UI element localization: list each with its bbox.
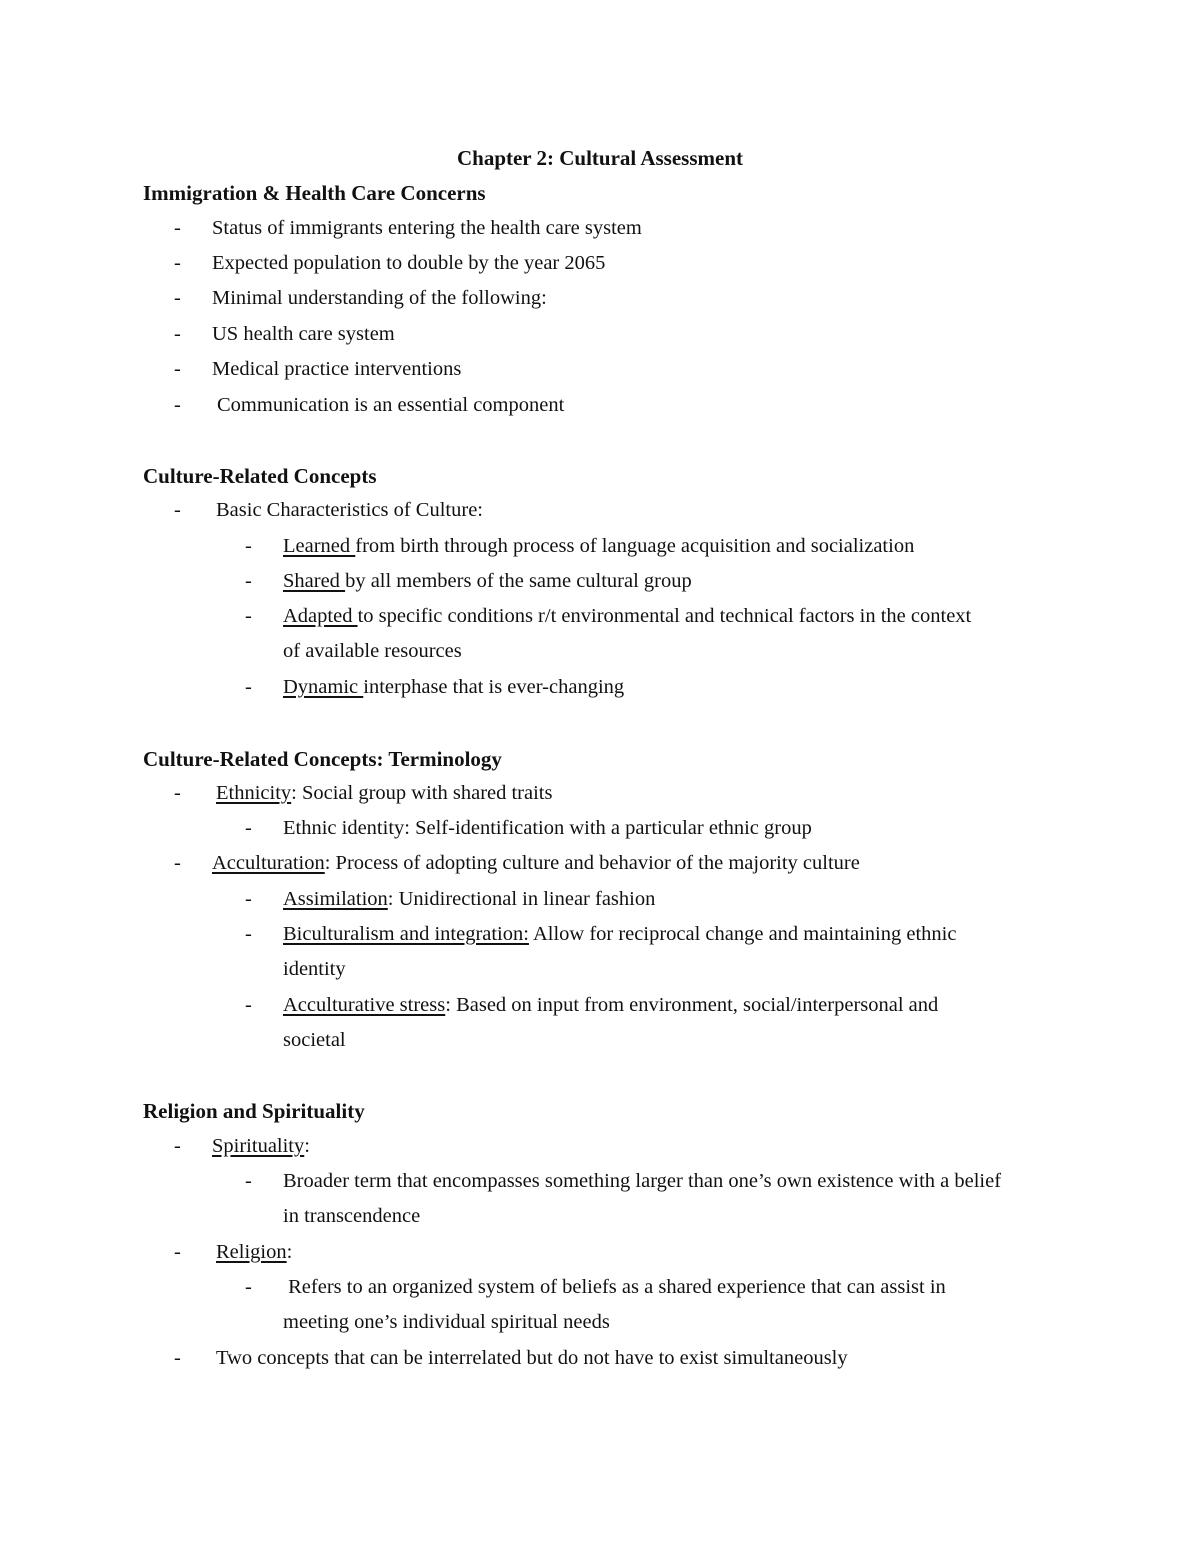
bullet-dash: - xyxy=(245,605,252,627)
definition-text: : xyxy=(304,1135,310,1157)
list-item-text xyxy=(216,776,552,811)
list-item-text: Expected population to double by the year 2065 xyxy=(212,252,606,274)
list-item-text xyxy=(283,599,971,634)
list-item-continuation: identity xyxy=(283,958,346,980)
bullet-dash: - xyxy=(174,1241,181,1263)
definition-text: : Unidirectional in linear fashion xyxy=(387,888,656,910)
section-heading-culture-concepts: Culture-Related Concepts xyxy=(143,464,377,488)
term-biculturalism: Biculturalism and integration: xyxy=(283,923,529,945)
bullet-dash: - xyxy=(245,570,252,592)
definition-text: : Social group with shared traits xyxy=(291,782,553,804)
section-heading-terminology: Culture-Related Concepts: Terminology xyxy=(143,747,502,771)
bullet-dash: - xyxy=(174,287,181,309)
bullet-dash: - xyxy=(174,1135,181,1157)
list-item-text xyxy=(212,1129,310,1164)
term-learned: Learned xyxy=(283,535,356,557)
list-item-text xyxy=(283,882,655,917)
list-item-text xyxy=(283,564,692,599)
term-acculturative-stress: Acculturative stress xyxy=(283,994,446,1016)
page-title: Chapter 2: Cultural Assessment xyxy=(456,146,744,170)
list-item-text: Minimal understanding of the following: xyxy=(212,287,547,309)
list-item-continuation: of available resources xyxy=(283,640,462,662)
bullet-dash: - xyxy=(174,217,181,239)
list-item-text: Basic Characteristics of Culture: xyxy=(216,499,483,521)
section-heading-immigration: Immigration & Health Care Concerns xyxy=(143,181,486,205)
bullet-dash: - xyxy=(245,676,252,698)
term-ethnicity: Ethnicity xyxy=(216,782,292,804)
bullet-dash: - xyxy=(245,994,252,1016)
list-item-text: Communication is an essential component xyxy=(217,394,565,416)
list-item-text xyxy=(283,917,956,952)
list-item-text: Broader term that encompasses something larger than one’s own existence with a belief xyxy=(283,1170,1002,1192)
bullet-dash: - xyxy=(245,535,252,557)
definition-text: from birth through process of language acquisition and socialization xyxy=(355,535,915,557)
list-item-text xyxy=(212,846,860,881)
bullet-dash: - xyxy=(245,923,252,945)
term-dynamic: Dynamic xyxy=(283,676,364,698)
list-item-text: Status of immigrants entering the health care system xyxy=(212,217,642,239)
definition-text: : Based on input from environment, social/interpersonal and xyxy=(445,994,939,1016)
bullet-dash: - xyxy=(245,1276,252,1298)
list-item-text xyxy=(216,1235,292,1270)
term-spirituality: Spirituality xyxy=(212,1135,305,1157)
definition-text: : Process of adopting culture and behavior of the majority culture xyxy=(324,852,860,874)
list-item-text: US health care system xyxy=(212,323,395,345)
bullet-dash: - xyxy=(174,499,181,521)
list-item-text xyxy=(283,988,938,1023)
list-item-continuation: in transcendence xyxy=(283,1205,421,1227)
list-item-text: Medical practice interventions xyxy=(212,358,462,380)
term-assimilation: Assimilation xyxy=(283,888,388,910)
list-item-text xyxy=(283,670,624,705)
definition-text: : xyxy=(286,1241,293,1263)
bullet-dash: - xyxy=(174,323,181,345)
term-acculturation: Acculturation xyxy=(212,852,325,874)
bullet-dash: - xyxy=(174,394,181,416)
bullet-dash: - xyxy=(174,252,181,274)
definition-text: by all members of the same cultural group xyxy=(345,570,692,592)
list-item-text: Refers to an organized system of beliefs as a shared experience that can assist in xyxy=(283,1276,946,1298)
term-adapted: Adapted xyxy=(283,605,358,627)
bullet-dash: - xyxy=(245,888,252,910)
list-item-text: Two concepts that can be interrelated but do not have to exist simultaneously xyxy=(216,1347,848,1369)
definition-text: to specific conditions r/t environmental and technical factors in the context xyxy=(357,605,972,627)
bullet-dash: - xyxy=(245,817,252,839)
list-item-text xyxy=(283,529,914,564)
section-heading-religion: Religion and Spirituality xyxy=(143,1099,365,1123)
bullet-dash: - xyxy=(174,358,181,380)
bullet-dash: - xyxy=(245,1170,252,1192)
bullet-dash: - xyxy=(174,782,181,804)
bullet-dash: - xyxy=(174,1347,181,1369)
list-item-continuation: meeting one’s individual spiritual needs xyxy=(283,1311,610,1333)
term-religion: Religion xyxy=(216,1241,287,1263)
list-item-text: Ethnic identity: Self-identification with a particular ethnic group xyxy=(283,817,812,839)
bullet-dash: - xyxy=(174,852,181,874)
definition-text: Allow for reciprocal change and maintaining ethnic xyxy=(528,923,957,945)
list-item-continuation: societal xyxy=(283,1029,346,1051)
definition-text: interphase that is ever-changing xyxy=(363,676,625,698)
term-shared: Shared xyxy=(283,570,346,592)
